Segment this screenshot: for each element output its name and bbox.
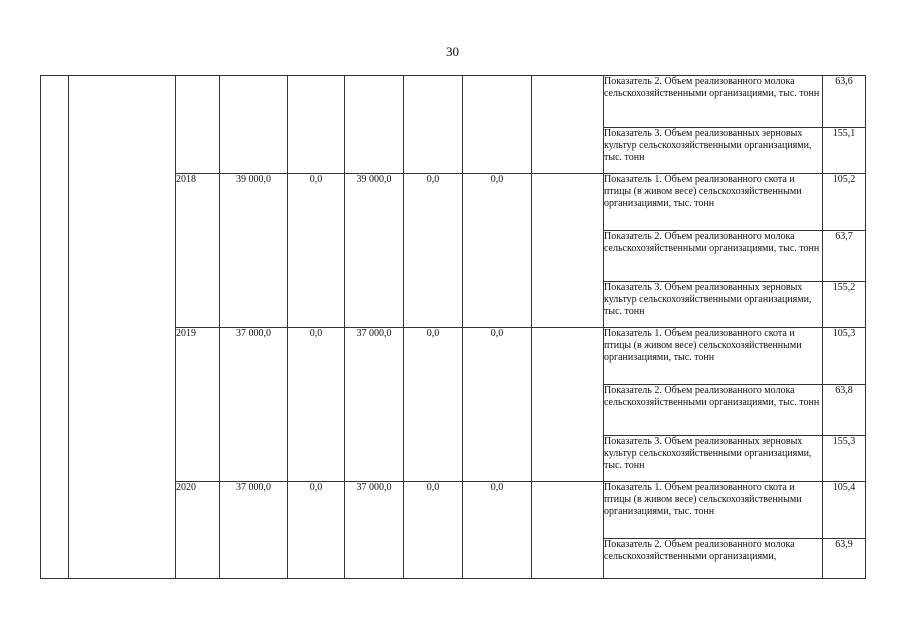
name-cell [69, 76, 176, 579]
amount-cell [404, 76, 463, 174]
indicator-value-cell: 105,4 [823, 482, 866, 539]
amount-cell: 0,0 [288, 328, 345, 482]
indicator-text-cell: Показатель 3. Объем реализованных зерновых культур сельскохозяйственными организациями, тыс. тонн [604, 282, 823, 328]
indicator-value-cell: 63,8 [823, 385, 866, 436]
indicator-text-cell: Показатель 3. Объем реализованных зерновых культур сельскохозяйственными организациями, тыс. тонн [604, 436, 823, 482]
amount-cell: 0,0 [288, 482, 345, 579]
table-row [41, 76, 866, 128]
amount-cell: 0,0 [288, 174, 345, 328]
amount-cell: 39 000,0 [220, 174, 288, 328]
year-cell: 2020 [176, 482, 220, 579]
page-number: 30 [446, 44, 459, 59]
year-cell: 2018 [176, 174, 220, 328]
indicator-text-cell: Показатель 1. Объем реализованного скота и птицы (в живом весе) сельскохозяйственными организациями, тыс. тонн [604, 482, 823, 539]
indicator-text-cell: Показатель 1. Объем реализованного скота и птицы (в живом весе) сельскохозяйственными организациями, тыс. тонн [604, 328, 823, 385]
indicator-text-cell: Показатель 1. Объем реализованного скота и птицы (в живом весе) сельскохозяйственными организациями, тыс. тонн [604, 174, 823, 231]
extra-cell [532, 482, 604, 579]
extra-cell [532, 328, 604, 482]
amount-cell [288, 76, 345, 174]
table-body [41, 75, 866, 579]
indicator-text-cell: Показатель 2. Объем реализованного молока сельскохозяйственными организациями, тыс. тонн [604, 385, 823, 436]
amount-cell: 37 000,0 [345, 482, 404, 579]
indicator-value-cell: 155,2 [823, 282, 866, 328]
indicator-value-cell: 155,3 [823, 436, 866, 482]
amount-cell [220, 76, 288, 174]
amount-cell: 0,0 [463, 328, 532, 482]
indicator-text-cell: Показатель 3. Объем реализованных зерновых культур сельскохозяйственными организациями, тыс. тонн [604, 128, 823, 174]
amount-cell: 0,0 [404, 328, 463, 482]
indicator-text-cell: Показатель 2. Объем реализованного молока сельскохозяйственными организациями, тыс. тонн [604, 76, 823, 128]
indicator-text-cell: Показатель 2. Объем реализованного молока сельскохозяйственными организациями, [604, 539, 823, 579]
amount-cell: 0,0 [404, 482, 463, 579]
indicator-value-cell: 105,3 [823, 328, 866, 385]
row-number-cell [41, 76, 69, 579]
year-cell: 2019 [176, 328, 220, 482]
indicator-text-cell: Показатель 2. Объем реализованного молока сельскохозяйственными организациями, тыс. тонн [604, 231, 823, 282]
amount-cell: 39 000,0 [345, 174, 404, 328]
amount-cell: 0,0 [463, 482, 532, 579]
budget-indicators-table [40, 75, 866, 579]
indicator-value-cell: 63,6 [823, 76, 866, 128]
amount-cell: 0,0 [463, 174, 532, 328]
indicator-value-cell: 155,1 [823, 128, 866, 174]
extra-cell [532, 76, 604, 174]
amount-cell: 37 000,0 [220, 482, 288, 579]
year-cell [176, 76, 220, 174]
extra-cell [532, 174, 604, 328]
indicator-value-cell: 63,9 [823, 539, 866, 579]
indicator-value-cell: 63,7 [823, 231, 866, 282]
amount-cell [345, 76, 404, 174]
amount-cell [463, 76, 532, 174]
amount-cell: 0,0 [404, 174, 463, 328]
indicator-value-cell: 105,2 [823, 174, 866, 231]
amount-cell: 37 000,0 [220, 328, 288, 482]
amount-cell: 37 000,0 [345, 328, 404, 482]
